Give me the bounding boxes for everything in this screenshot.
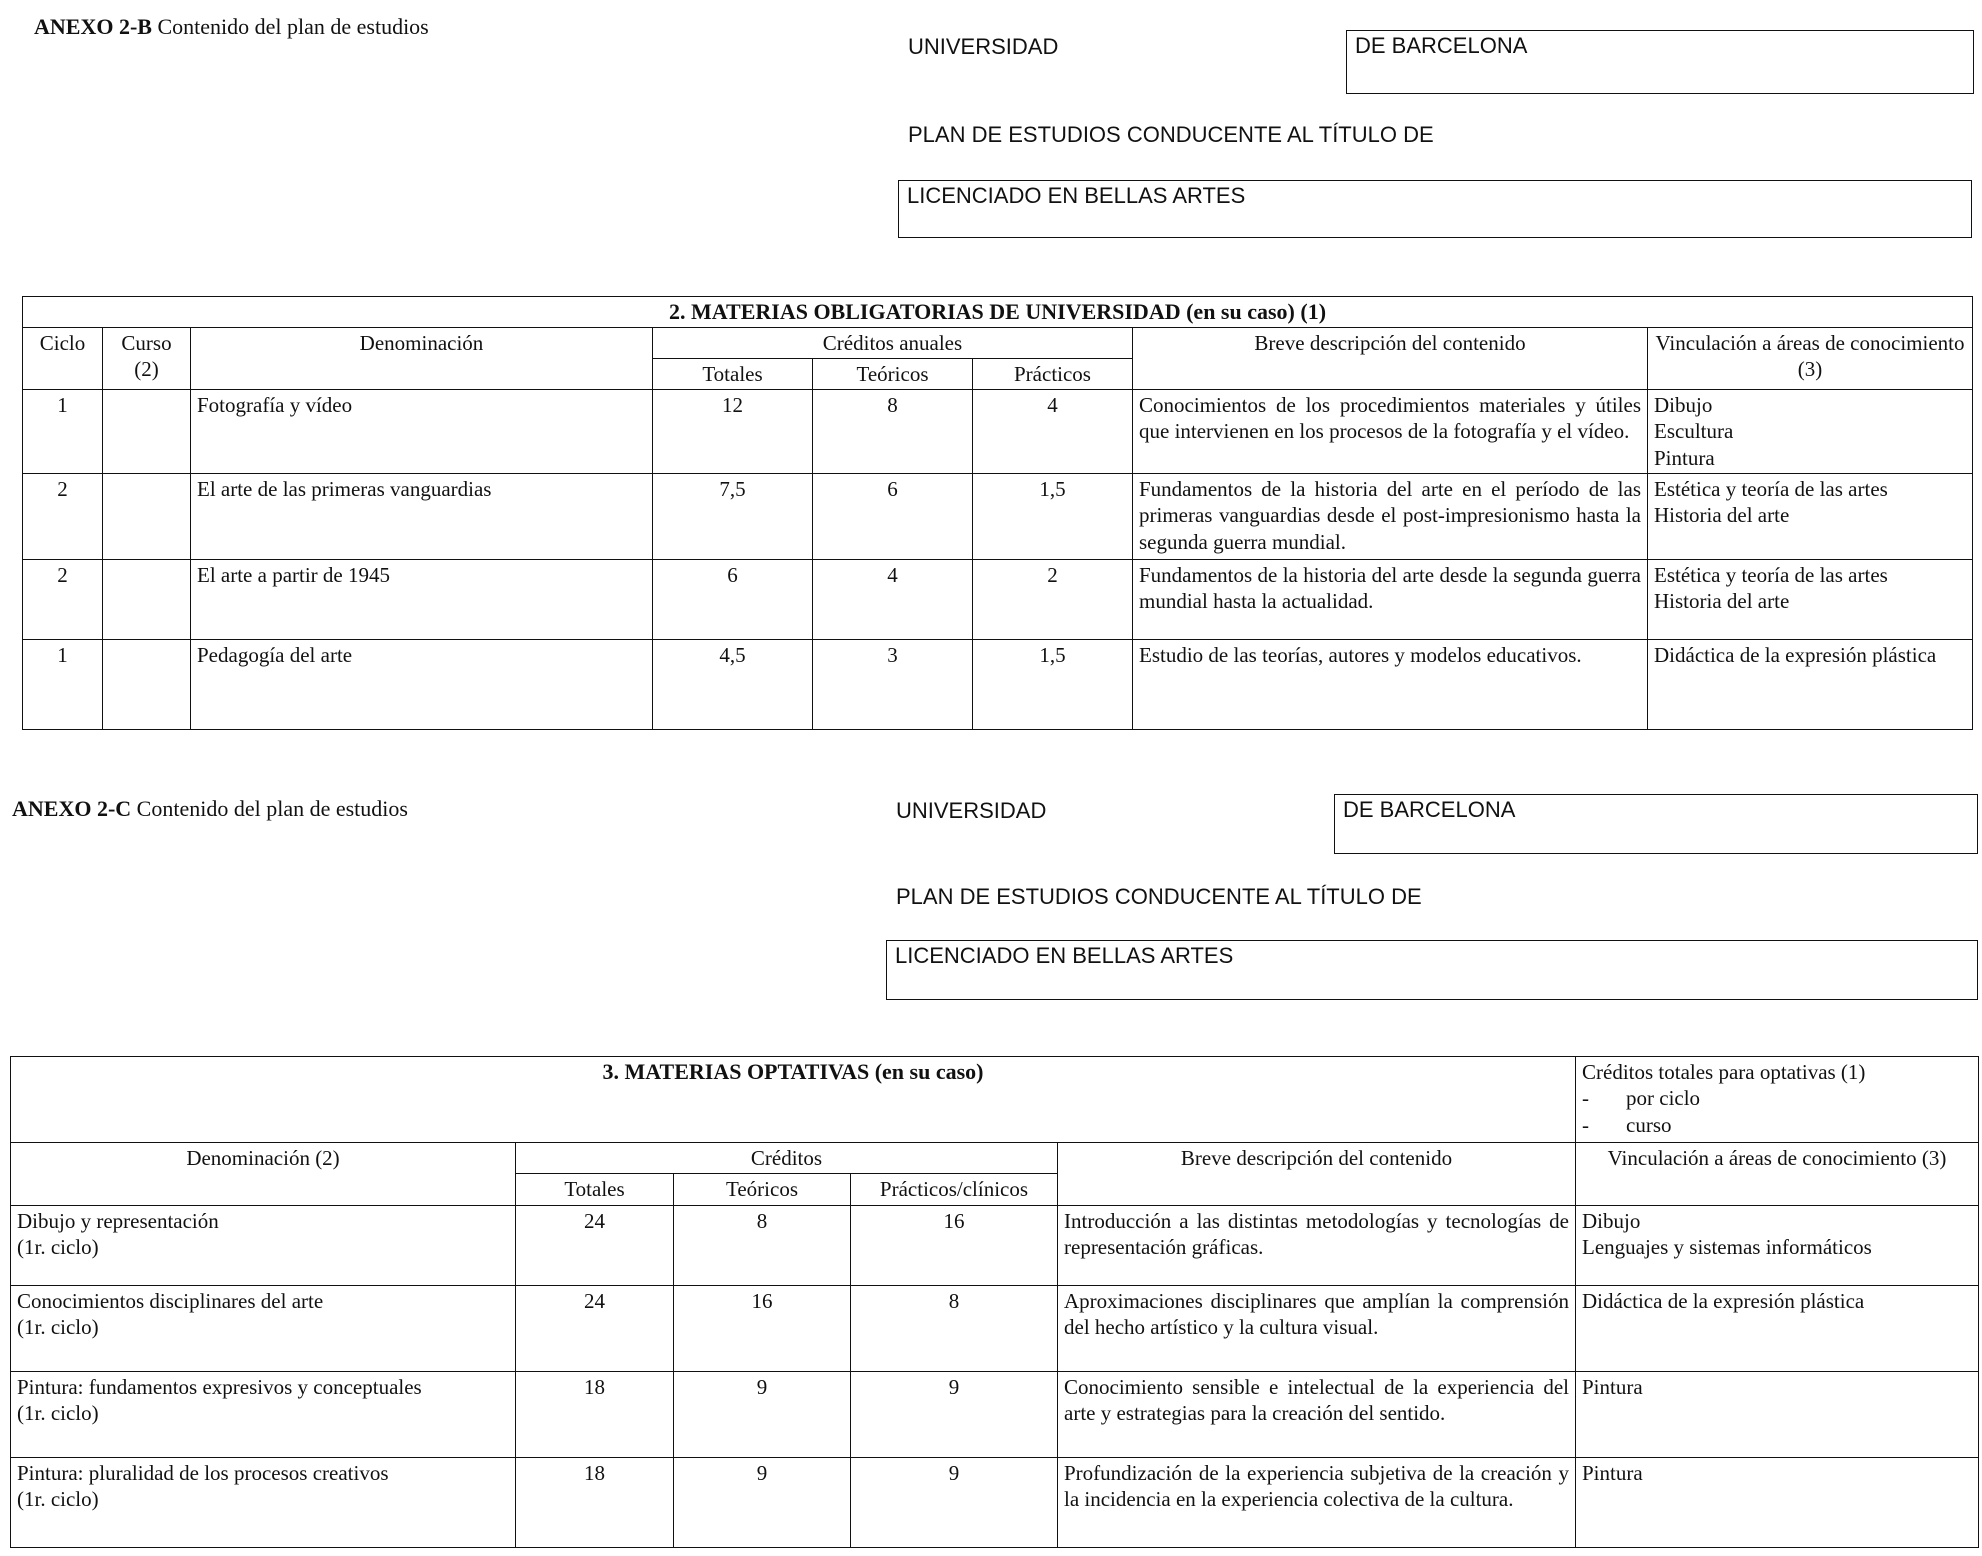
header-vinculacion: Vinculación a áreas de conocimiento (3) xyxy=(1576,1143,1979,1206)
cell-practicos: 2 xyxy=(973,560,1133,640)
anexo-2b-heading xyxy=(34,14,429,40)
header-practicos: Prácticos xyxy=(973,358,1133,389)
denominacion-ciclo: (1r. ciclo) xyxy=(17,1234,99,1259)
table-row xyxy=(11,1285,1979,1371)
header-creditos: Créditos xyxy=(516,1143,1058,1174)
header-descripcion: Breve descripción del contenido xyxy=(1058,1143,1576,1206)
area-item: Lenguajes y sistemas informáticos xyxy=(1582,1234,1872,1259)
header-teoricos: Teóricos xyxy=(674,1174,851,1205)
cell-totales: 7,5 xyxy=(653,474,813,560)
cell-totales: 4,5 xyxy=(653,640,813,730)
cell-denominacion: Fotografía y vídeo xyxy=(191,390,653,474)
creditos-totales-label: Créditos totales para optativas (1) xyxy=(1582,1060,1866,1084)
creditos-totales-item-label: por ciclo xyxy=(1626,1086,1701,1111)
header-vinculacion: Vinculación a áreas de conocimiento (3) xyxy=(1648,327,1973,390)
denominacion-name: Pintura: pluralidad de los procesos creativos xyxy=(17,1460,389,1485)
header-creditos-anuales: Créditos anuales xyxy=(653,327,1133,358)
header-totales: Totales xyxy=(516,1174,674,1205)
table-row xyxy=(23,640,1973,730)
cell-denominacion xyxy=(11,1371,516,1457)
table-row xyxy=(11,1371,1979,1457)
cell-denominacion xyxy=(11,1205,516,1285)
cell-teoricos: 8 xyxy=(813,390,973,474)
area-item: Dibujo xyxy=(1582,1208,1641,1233)
cell-teoricos: 9 xyxy=(674,1457,851,1547)
denominacion-name: Conocimientos disciplinares del arte xyxy=(17,1288,324,1313)
creditos-totales-item-label: curso xyxy=(1626,1112,1672,1137)
cell-teoricos: 6 xyxy=(813,474,973,560)
area-item: Pintura xyxy=(1582,1374,1643,1399)
universidad-label-b: UNIVERSIDAD xyxy=(908,34,1059,59)
header-ciclo: Ciclo xyxy=(23,327,103,390)
titulo-value-b: LICENCIADO EN BELLAS ARTES xyxy=(898,180,1972,238)
materias-obligatorias-table xyxy=(22,296,1973,730)
anexo-2c-code: ANEXO 2-C xyxy=(12,796,132,821)
cell-denominacion: El arte de las primeras vanguardias xyxy=(191,474,653,560)
cell-vinculacion xyxy=(1576,1371,1979,1457)
cell-practicos: 1,5 xyxy=(973,640,1133,730)
cell-totales: 12 xyxy=(653,390,813,474)
plan-label-c: PLAN DE ESTUDIOS CONDUCENTE AL TÍTULO DE xyxy=(896,884,1422,909)
materias-optativas-caption: 3. MATERIAS OPTATIVAS (en su caso) xyxy=(11,1057,1576,1143)
header-practicos-clinicos: Prácticos/clínicos xyxy=(851,1174,1058,1205)
denominacion-name: Dibujo y representación xyxy=(17,1208,219,1233)
cell-ciclo: 1 xyxy=(23,640,103,730)
area-item: Historia del arte xyxy=(1654,589,1790,614)
cell-teoricos: 9 xyxy=(674,1371,851,1457)
anexo-2c-subtitle: Contenido del plan de estudios xyxy=(131,796,408,821)
table-row xyxy=(11,1457,1979,1547)
materias-optativas-table xyxy=(10,1056,1979,1548)
cell-teoricos: 4 xyxy=(813,560,973,640)
area-item: Dibujo xyxy=(1654,393,1713,417)
area-item: Escultura xyxy=(1654,419,1734,444)
cell-denominacion xyxy=(11,1285,516,1371)
cell-vinculacion xyxy=(1576,1457,1979,1547)
cell-vinculacion xyxy=(1576,1285,1979,1371)
area-item: Estética y teoría de las artes xyxy=(1654,563,1888,587)
cell-denominacion: El arte a partir de 1945 xyxy=(191,560,653,640)
cell-vinculacion xyxy=(1576,1205,1979,1285)
cell-practicos: 9 xyxy=(851,1371,1058,1457)
materias-obligatorias-caption: 2. MATERIAS OBLIGATORIAS DE UNIVERSIDAD (en su caso) (1) xyxy=(23,297,1973,328)
cell-descripcion: Fundamentos de la historia del arte en el período de las primeras vanguardias desde el post-impresionismo hasta la segunda guerra mundial. xyxy=(1133,474,1648,560)
cell-totales: 24 xyxy=(516,1285,674,1371)
creditos-totales-item: - curso xyxy=(1582,1112,1672,1137)
universidad-value-c: DE BARCELONA xyxy=(1334,794,1978,854)
plan-label-b: PLAN DE ESTUDIOS CONDUCENTE AL TÍTULO DE xyxy=(908,122,1434,147)
universidad-label-c: UNIVERSIDAD xyxy=(896,798,1047,823)
cell-practicos: 1,5 xyxy=(973,474,1133,560)
universidad-value-b: DE BARCELONA xyxy=(1346,30,1974,94)
area-item: Pintura xyxy=(1582,1460,1643,1485)
cell-vinculacion: Didáctica de la expresión plástica xyxy=(1648,640,1973,730)
cell-teoricos: 16 xyxy=(674,1285,851,1371)
anexo-2b-code: ANEXO 2-B xyxy=(34,14,152,39)
creditos-totales-optativas xyxy=(1576,1057,1979,1143)
anexo-2b-subtitle: Contenido del plan de estudios xyxy=(151,14,429,39)
area-item: Estética y teoría de las artes xyxy=(1654,477,1888,501)
area-item: Pintura xyxy=(1654,445,1715,470)
header-descripcion: Breve descripción del contenido xyxy=(1133,327,1648,390)
cell-curso xyxy=(103,390,191,474)
cell-vinculacion xyxy=(1648,474,1973,560)
header-teoricos: Teóricos xyxy=(813,358,973,389)
anexo-2c-heading xyxy=(12,796,408,822)
table-row xyxy=(23,390,1973,474)
cell-teoricos: 3 xyxy=(813,640,973,730)
cell-descripcion: Profundización de la experiencia subjetiva de la creación y la incidencia en la experiencia colectiva de la cultura. xyxy=(1058,1457,1576,1547)
cell-descripcion: Conocimiento sensible e intelectual de la experiencia del arte y estrategias para la creación del sentido. xyxy=(1058,1371,1576,1457)
header-totales: Totales xyxy=(653,358,813,389)
denominacion-name: Pintura: fundamentos expresivos y conceptuales xyxy=(17,1374,422,1399)
cell-curso xyxy=(103,474,191,560)
cell-practicos: 16 xyxy=(851,1205,1058,1285)
cell-totales: 24 xyxy=(516,1205,674,1285)
denominacion-ciclo: (1r. ciclo) xyxy=(17,1314,99,1339)
cell-descripcion: Conocimientos de los procedimientos materiales y útiles que intervienen en los procesos de la fotografía y el vídeo. xyxy=(1133,390,1648,474)
cell-ciclo: 1 xyxy=(23,390,103,474)
cell-totales: 6 xyxy=(653,560,813,640)
cell-practicos: 8 xyxy=(851,1285,1058,1371)
cell-practicos: 4 xyxy=(973,390,1133,474)
area-item: Didáctica de la expresión plástica xyxy=(1582,1288,1865,1313)
cell-descripcion: Estudio de las teorías, autores y modelos educativos. xyxy=(1133,640,1648,730)
titulo-value-c: LICENCIADO EN BELLAS ARTES xyxy=(886,940,1978,1000)
cell-denominacion: Pedagogía del arte xyxy=(191,640,653,730)
cell-teoricos: 8 xyxy=(674,1205,851,1285)
header-denominacion: Denominación (2) xyxy=(11,1143,516,1206)
cell-totales: 18 xyxy=(516,1457,674,1547)
cell-ciclo: 2 xyxy=(23,474,103,560)
cell-descripcion: Fundamentos de la historia del arte desde la segunda guerra mundial hasta la actualidad. xyxy=(1133,560,1648,640)
denominacion-ciclo: (1r. ciclo) xyxy=(17,1400,99,1425)
header-curso: Curso (2) xyxy=(103,327,191,390)
area-item: Historia del arte xyxy=(1654,503,1790,528)
table-row xyxy=(23,560,1973,640)
header-denominacion: Denominación xyxy=(191,327,653,390)
cell-denominacion xyxy=(11,1457,516,1547)
table-row xyxy=(23,474,1973,560)
table-row xyxy=(11,1205,1979,1285)
cell-practicos: 9 xyxy=(851,1457,1058,1547)
cell-descripcion: Aproximaciones disciplinares que amplían la comprensión del hecho artístico y la cultura visual. xyxy=(1058,1285,1576,1371)
cell-vinculacion xyxy=(1648,390,1973,474)
cell-totales: 18 xyxy=(516,1371,674,1457)
creditos-totales-item: - por ciclo xyxy=(1582,1086,1701,1111)
cell-ciclo: 2 xyxy=(23,560,103,640)
cell-vinculacion xyxy=(1648,560,1973,640)
cell-curso xyxy=(103,640,191,730)
cell-descripcion: Introducción a las distintas metodologías y tecnologías de representación gráficas. xyxy=(1058,1205,1576,1285)
cell-curso xyxy=(103,560,191,640)
denominacion-ciclo: (1r. ciclo) xyxy=(17,1486,99,1511)
